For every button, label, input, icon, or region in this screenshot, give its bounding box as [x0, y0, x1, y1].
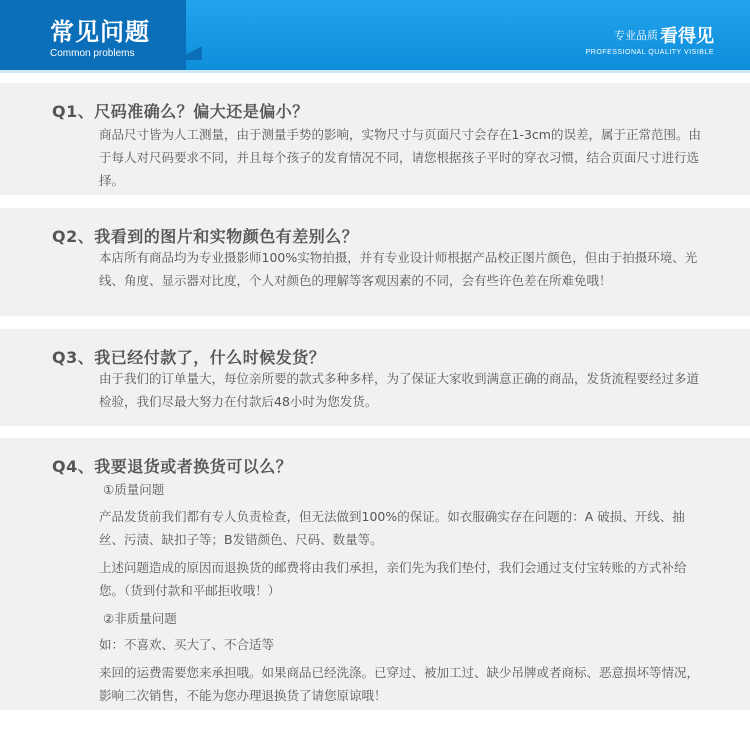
faq-question: Q3、我已经付款了，什么时候发货？	[52, 348, 326, 367]
quality-heading: ①质量问题	[103, 482, 165, 497]
header-banner	[0, 0, 750, 70]
quality-paragraph-1: 产品发货前我们都有专人负责检查，但无法做到100%的保证。如衣服确实存在问题的：A 破损、开线、抽丝、污渍、缺扣子等；B发错颜色、尺码、数量等。	[99, 509, 685, 547]
faq-answer: 商品尺寸皆为人工测量，由于测量手势的影响，实物尺寸与页面尺寸会存在1-3cm的误差，属于正常范围。由于每人对尺码要求不同，并且每个孩子的发育情况不同，请您根据孩子平时的穿衣习惯，结合页面尺寸进行选择。	[99, 127, 701, 188]
slogan-small: 专业品质	[614, 29, 658, 42]
slogan-big: 看得见	[660, 26, 714, 47]
nonquality-paragraph-2: 来回的运费需要您来承担哦。如果商品已经洗涤。已穿过、被加工过、缺少吊牌或者商标、恶意损坏等情况，影响二次销售，不能为您办理退换货了请您原谅哦！	[99, 665, 700, 703]
nonquality-heading: ②非质量问题	[103, 611, 177, 626]
nonquality-paragraph-1: 如：不喜欢、买大了、不合适等	[99, 637, 275, 652]
header-tab-notch	[176, 46, 202, 60]
faq-question: Q4、我要退货或者换货可以么？	[52, 457, 293, 476]
faq-question: Q1、尺码准确么？偏大还是偏小？	[52, 102, 309, 121]
faq-answer	[99, 478, 705, 707]
faq-card-q2	[0, 208, 750, 316]
header-divider	[0, 70, 750, 73]
page-title: 常见问题	[50, 18, 150, 46]
faq-answer: 由于我们的订单量大，每位亲所要的款式多种多样，为了保证大家收到满意正确的商品，发货流程要经过多道检验，我们尽最大努力在付款后48小时为您发货。	[99, 371, 700, 409]
slogan-english: PROFESSIONAL QUALITY VISIBLE	[585, 49, 714, 56]
faq-card-q4	[0, 438, 750, 710]
faq-card-q1	[0, 83, 750, 195]
faq-question: Q2、我看到的图片和实物颜色有差别么？	[52, 227, 359, 246]
quality-paragraph-2: 上述问题造成的原因而退换货的邮费将由我们承担，亲们先为我们垫付，我们会通过支付宝转账的方式补给您。（货到付款和平邮拒收哦！）	[99, 560, 687, 598]
faq-card-q3	[0, 329, 750, 426]
faq-answer: 本店所有商品均为专业摄影师100%实物拍摄，并有专业设计师根据产品校正图片颜色，但由于拍摄环境、光线、角度、显示器对比度，个人对颜色的理解等客观因素的不同，会有些许色差在所难免哦！	[99, 250, 698, 288]
slogan	[586, 22, 714, 56]
page-subtitle: Common problems	[50, 48, 135, 59]
